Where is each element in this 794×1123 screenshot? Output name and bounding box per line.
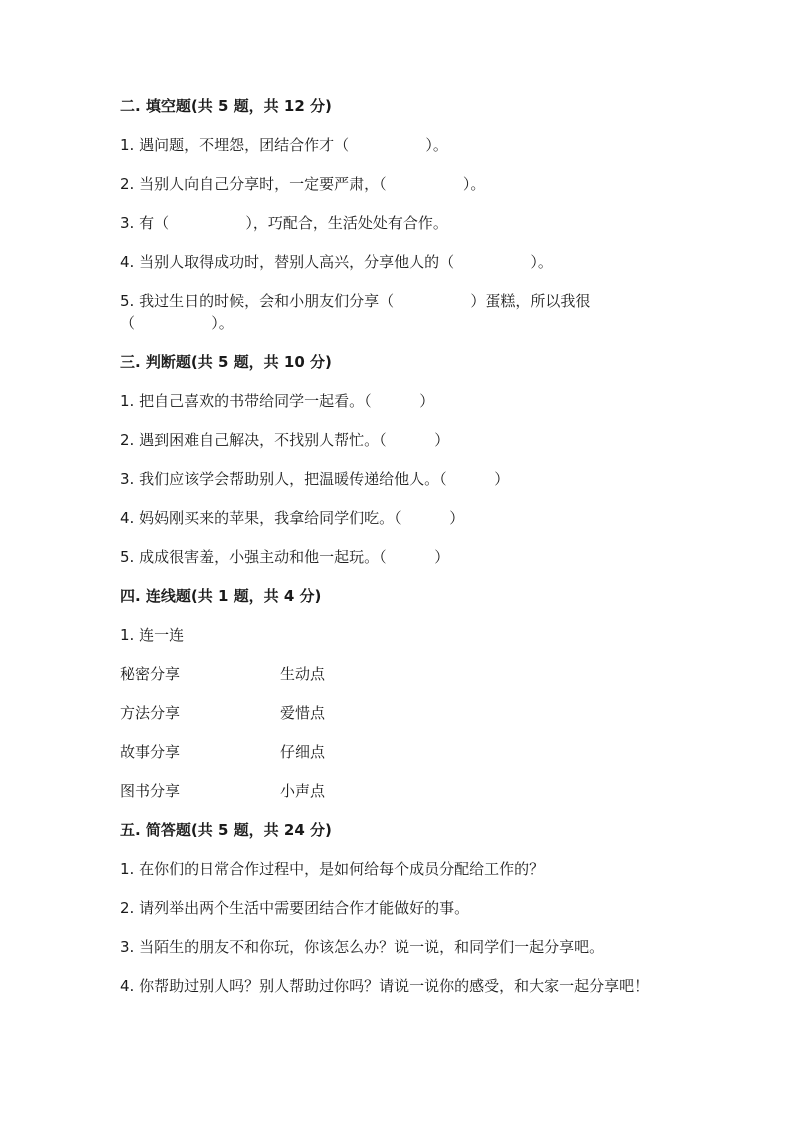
match-row — [120, 702, 660, 724]
judge-question-4: 4. 妈妈刚买来的苹果，我拿给同学们吃。（ ） — [120, 509, 465, 527]
short-question-2: 2. 请列举出两个生活中需要团结合作才能做好的事。 — [120, 899, 470, 917]
short-section-heading: 五. 简答题(共 5 题，共 24 分) — [120, 821, 332, 839]
match-row — [120, 663, 660, 685]
match-right-item: 仔细点 — [280, 743, 326, 761]
fill-question-2: 2. 当别人向自己分享时，一定要严肃，（ ）。 — [120, 175, 486, 193]
match-right-item: 小声点 — [280, 782, 326, 800]
match-left-item: 图书分享 — [120, 782, 181, 800]
worksheet-page — [120, 95, 660, 997]
match-prompt: 1. 连一连 — [120, 626, 185, 644]
fill-question-1: 1. 遇问题，不埋怨，团结合作才（ ）。 — [120, 136, 448, 154]
short-question-3: 3. 当陌生的朋友不和你玩，你该怎么办？说一说，和同学们一起分享吧。 — [120, 938, 605, 956]
short-question-4: 4. 你帮助过别人吗？别人帮助过你吗？请说一说你的感受，和大家一起分享吧！ — [120, 977, 650, 995]
judge-question-5: 5. 成成很害羞，小强主动和他一起玩。（ ） — [120, 548, 450, 566]
judge-question-2: 2. 遇到困难自己解决，不找别人帮忙。（ ） — [120, 431, 450, 449]
match-right-item: 爱惜点 — [280, 704, 326, 722]
match-section-heading: 四. 连线题(共 1 题，共 4 分) — [120, 587, 322, 605]
match-left-item: 秘密分享 — [120, 665, 181, 683]
match-row — [120, 741, 660, 763]
match-right-item: 生动点 — [280, 665, 326, 683]
fill-question-5: 5. 我过生日的时候，会和小朋友们分享（ ）蛋糕，所以我很 （ ）。 — [120, 292, 591, 332]
match-left-item: 故事分享 — [120, 743, 181, 761]
fill-question-3: 3. 有（ ），巧配合，生活处处有合作。 — [120, 214, 448, 232]
judge-question-1: 1. 把自己喜欢的书带给同学一起看。（ ） — [120, 392, 435, 410]
match-row — [120, 780, 660, 802]
judge-question-3: 3. 我们应该学会帮助别人，把温暖传递给他人。（ ） — [120, 470, 510, 488]
fill-question-4: 4. 当别人取得成功时，替别人高兴，分享他人的（ ）。 — [120, 253, 553, 271]
short-question-1: 1. 在你们的日常合作过程中，是如何给每个成员分配给工作的？ — [120, 860, 545, 878]
match-left-item: 方法分享 — [120, 704, 181, 722]
judge-section-heading: 三. 判断题(共 5 题，共 10 分) — [120, 353, 332, 371]
fill-section-heading: 二. 填空题(共 5 题，共 12 分) — [120, 97, 332, 115]
